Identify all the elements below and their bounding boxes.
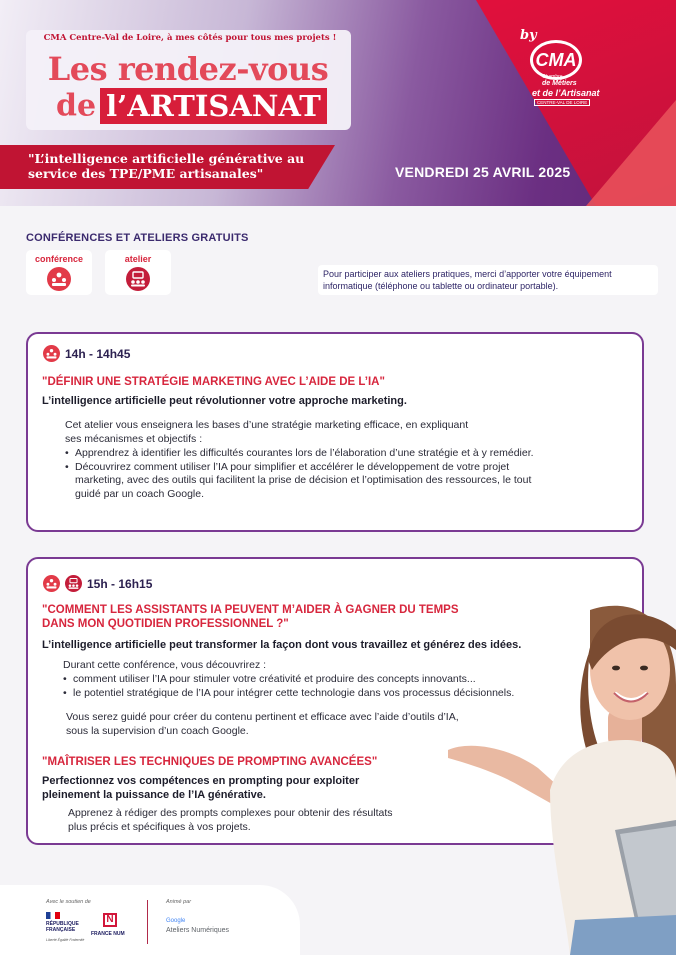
logo-line4: CENTRE-VAL DE LOIRE bbox=[534, 99, 590, 106]
tagline: CMA Centre-Val de Loire, à mes côtés pour tous mes projets ! bbox=[43, 33, 337, 43]
workshop-icon bbox=[126, 267, 150, 291]
session-time: 15h - 16h15 bbox=[87, 577, 153, 591]
badge-label: conférence bbox=[34, 254, 84, 264]
footer-panel bbox=[0, 885, 300, 955]
list-item: • Découvrirez comment utiliser l’IA pour simplifier et accélérer le développement de votre projet marketing, avec des outils qui facilitent la prise de décision et l’optimisation des ressources, le tout guidé par un coach Google. bbox=[65, 461, 535, 502]
badge-conference bbox=[26, 250, 92, 295]
session-lead: L’intelligence artificielle peut transformer la façon dont vous travaillez et générez des idées. bbox=[42, 639, 522, 651]
rf-name: RÉPUBLIQUE FRANÇAISE bbox=[46, 921, 79, 933]
flag-icon bbox=[46, 912, 60, 919]
page-title-prefix: de bbox=[56, 88, 97, 124]
logo-line3: et de l’Artisanat bbox=[532, 88, 600, 98]
session-bullets bbox=[65, 447, 535, 501]
cma-logo bbox=[520, 24, 600, 114]
google-wordmark: Google bbox=[166, 918, 186, 924]
cma-logo-mark: CMA bbox=[530, 40, 582, 80]
google-label bbox=[166, 918, 185, 924]
badge-label: atelier bbox=[124, 254, 152, 264]
session-title-line2: DANS MON QUOTIDIEN PROFESSIONNEL ?" bbox=[42, 618, 289, 630]
badge-workshop bbox=[105, 250, 171, 295]
workshop-title: "MAÎTRISER LES TECHNIQUES DE PROMPTING AVANCÉES" bbox=[42, 756, 378, 768]
session-closing-line1: Vous serez guidé pour créer du contenu pertinent et efficace avec l’aide d’outils d’IA, bbox=[66, 711, 459, 723]
conference-icon bbox=[47, 267, 71, 291]
session-time: 14h - 14h45 bbox=[65, 347, 131, 361]
list-item: • comment utiliser l’IA pour stimuler votre créativité et produire des concepts innovants... bbox=[63, 673, 623, 687]
conference-icon bbox=[43, 575, 60, 592]
event-date: VENDREDI 25 AVRIL 2025 bbox=[395, 164, 571, 180]
woman-with-laptop-photo bbox=[440, 590, 676, 955]
france-num-icon: N bbox=[103, 913, 117, 927]
rf-motto: Liberté Égalité Fraternité bbox=[46, 938, 85, 942]
workshop-lead-line2: pleinement la puissance de l’IA générative. bbox=[42, 789, 266, 801]
support-label: Avec le soutien de bbox=[46, 899, 91, 905]
session-title: "DÉFINIR UNE STRATÉGIE MARKETING AVEC L’AIDE DE L’IA" bbox=[42, 376, 385, 388]
footer-divider bbox=[147, 900, 148, 944]
workshop-icon bbox=[65, 575, 82, 592]
page-title-line1: Les rendez-vous bbox=[47, 50, 329, 88]
session-card-1 bbox=[26, 332, 644, 532]
list-item: • le potentiel stratégique de l’IA pour intégrer cette technologie dans vos processus décisionnels. bbox=[63, 687, 623, 701]
workshop-lead-line1: Perfectionnez vos compétences en prompting pour exploiter bbox=[42, 775, 360, 787]
logo-line1: Chambre bbox=[542, 74, 563, 80]
event-subtitle: "L’intelligence artificielle générative au service des TPE/PME artisanales" bbox=[28, 151, 305, 181]
session-closing-line2: sous la supervision d’un coach Google. bbox=[66, 725, 249, 737]
header-banner bbox=[0, 0, 676, 206]
conference-icon bbox=[43, 345, 60, 362]
section-heading: CONFÉRENCES ET ATELIERS GRATUITS bbox=[26, 232, 249, 244]
animated-label: Animé par bbox=[166, 899, 192, 905]
logo-by: by bbox=[520, 28, 537, 43]
logo-line2: de Métiers bbox=[542, 80, 577, 87]
equipment-note: Pour participer aux ateliers pratiques, merci d’apporter votre équipement informatique (téléphone ou tablette ou ordinateur portable). bbox=[318, 265, 658, 295]
session-lead: L’intelligence artificielle peut révolutionner votre approche marketing. bbox=[42, 395, 407, 407]
list-item: • Apprendrez à identifier les difficultés courantes lors de l’élaboration d’une stratégie et à y remédier. bbox=[65, 447, 535, 461]
workshop-body-line2: plus précis et spécifiques à vos projets. bbox=[68, 821, 251, 833]
session-title-line1: "COMMENT LES ASSISTANTS IA PEUVENT M’AIDER À GAGNER DU TEMPS bbox=[42, 604, 459, 616]
france-num-label: FRANCE NUM bbox=[91, 931, 125, 937]
session-intro: Cet atelier vous enseignera les bases d’une stratégie marketing efficace, en expliquant ses mécanismes et objectifs : bbox=[65, 419, 469, 445]
republique-francaise-logo bbox=[46, 912, 86, 933]
page-title-line2 bbox=[56, 88, 327, 126]
google-ateliers-label: Ateliers Numériques bbox=[166, 927, 230, 934]
page-title-highlight: l’ARTISANAT bbox=[100, 88, 327, 124]
session-intro: Durant cette conférence, vous découvrirez : bbox=[63, 659, 267, 671]
workshop-body-line1: Apprenez à rédiger des prompts complexes pour obtenir des résultats bbox=[68, 807, 393, 819]
